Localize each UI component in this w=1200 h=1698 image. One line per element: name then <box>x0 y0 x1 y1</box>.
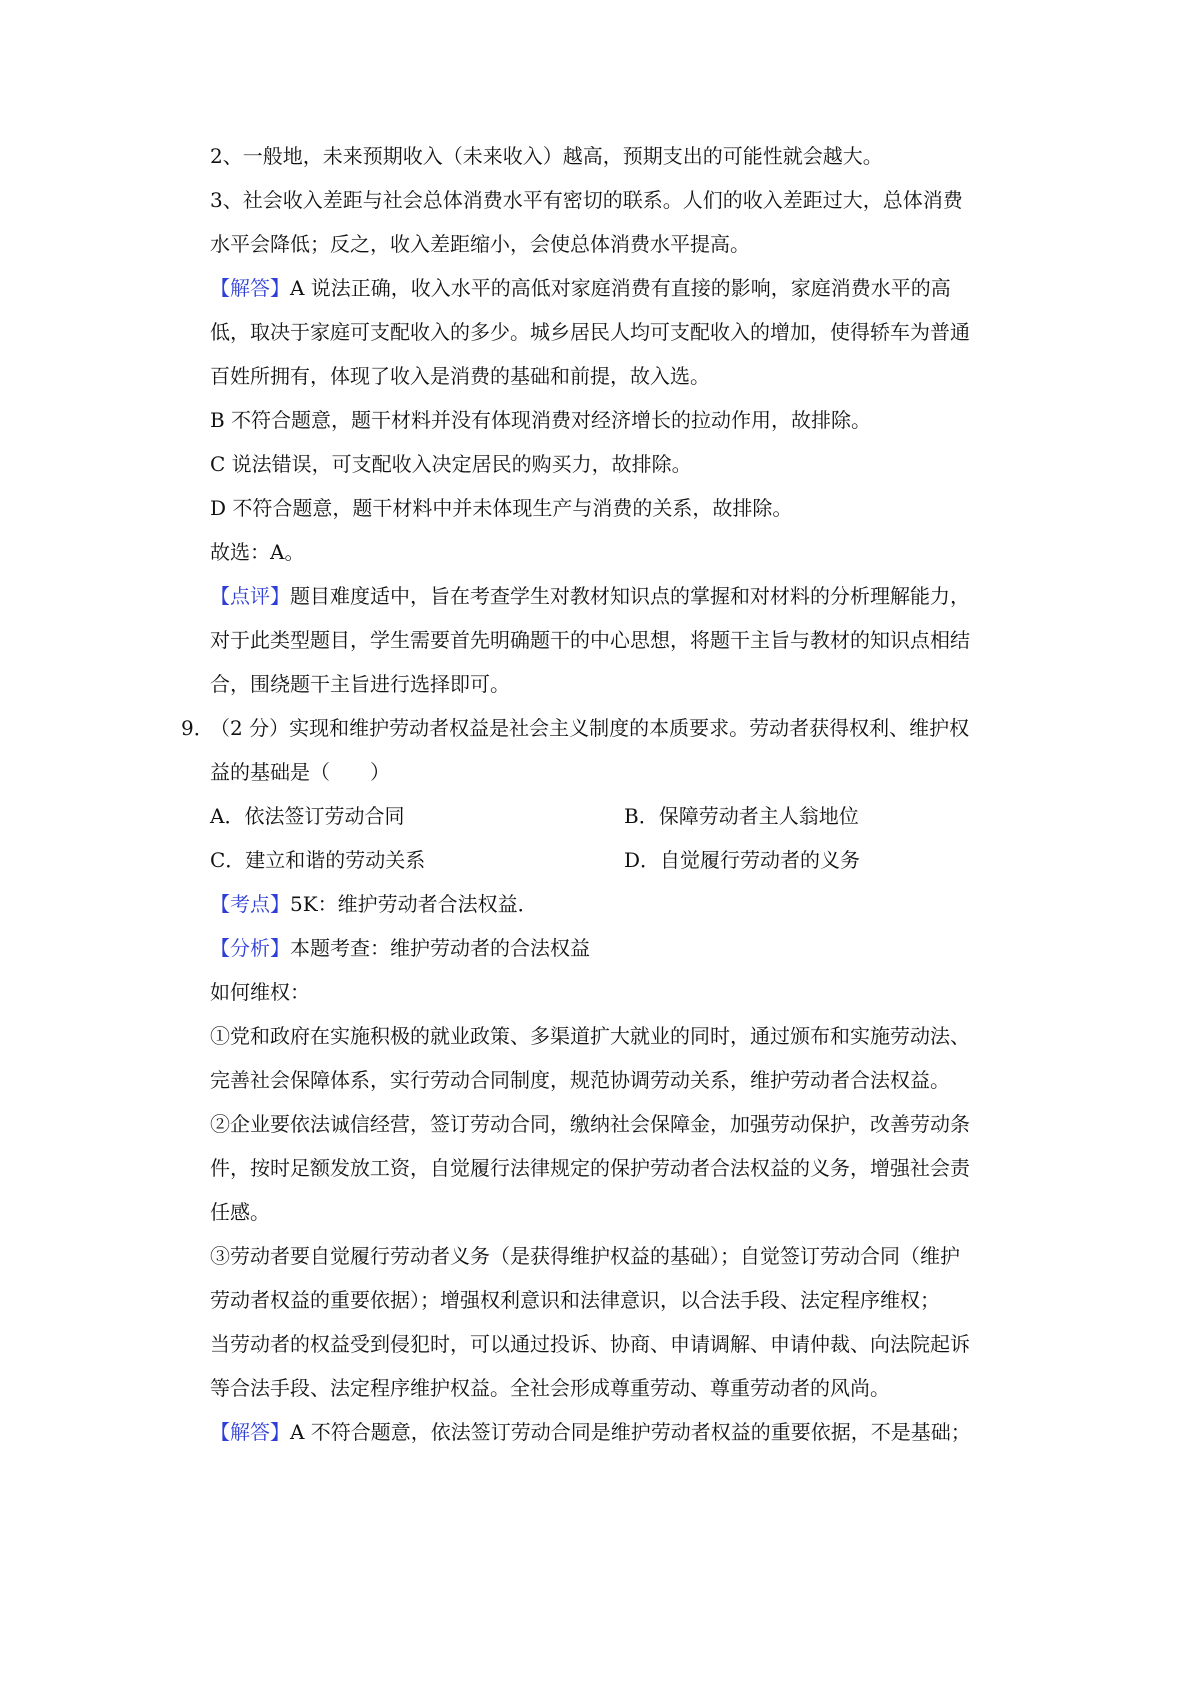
text-line: 劳动者权益的重要依据）；增强权利意识和法律意识，以合法手段、法定程序维权； <box>210 1288 940 1312</box>
kaodian-paragraph <box>210 892 538 916</box>
final-choice: 故选：A。 <box>210 540 305 564</box>
comment-text: 题目难度适中，旨在考查学生对教材知识点的掌握和对材料的分析理解能力， <box>290 584 970 608</box>
option-d: D．自觉履行劳动者的义务 <box>624 848 861 872</box>
text-line: 对于此类型题目，学生需要首先明确题干的中心思想，将题干主旨与教材的知识点相结 <box>210 628 970 652</box>
text-line: C 说法错误，可支配收入决定居民的购买力，故排除。 <box>210 452 692 476</box>
option-c: C．建立和谐的劳动关系 <box>210 848 426 872</box>
option-a: A．依法签订劳动合同 <box>210 804 405 828</box>
text-line: ②企业要依法诚信经营，签订劳动合同，缴纳社会保障金，加强劳动保护，改善劳动条 <box>210 1112 970 1136</box>
answer-text: A 不符合题意，依法签订劳动合同是维护劳动者权益的重要依据，不是基础； <box>290 1420 971 1444</box>
text-line: 百姓所拥有，体现了收入是消费的基础和前提，故入选。 <box>210 364 710 388</box>
comment-tag: 【点评】 <box>210 584 290 608</box>
text-line: 任感。 <box>210 1200 270 1224</box>
text-line: 如何维权： <box>210 980 310 1004</box>
text-line: 3、社会收入差距与社会总体消费水平有密切的联系。人们的收入差距过大，总体消费 <box>210 188 963 212</box>
text-line: ①党和政府在实施积极的就业政策、多渠道扩大就业的同时，通过颁布和实施劳动法、 <box>210 1024 970 1048</box>
kaodian-tag: 【考点】 <box>210 892 290 916</box>
text-line: 水平会降低；反之，收入差距缩小，会使总体消费水平提高。 <box>210 232 750 256</box>
text-line: D 不符合题意，题干材料中并未体现生产与消费的关系，故排除。 <box>210 496 793 520</box>
text-line: 完善社会保障体系，实行劳动合同制度，规范协调劳动关系，维护劳动者合法权益。 <box>210 1068 950 1092</box>
text-line: 合，围绕题干主旨进行选择即可。 <box>210 672 510 696</box>
option-b: B．保障劳动者主人翁地位 <box>624 804 859 828</box>
kaodian-text: 5K：维护劳动者合法权益． <box>290 892 538 916</box>
answer-tag: 【解答】 <box>210 1420 290 1444</box>
question-stem: （2 分）实现和维护劳动者权益是社会主义制度的本质要求。劳动者获得权利、维护权 <box>210 716 970 740</box>
comment-paragraph <box>210 584 970 608</box>
fenxi-paragraph <box>210 936 590 960</box>
text-line: 等合法手段、法定程序维护权益。全社会形成尊重劳动、尊重劳动者的风尚。 <box>210 1376 890 1400</box>
text-line: 件，按时足额发放工资，自觉履行法律规定的保护劳动者合法权益的义务，增强社会责 <box>210 1156 970 1180</box>
fenxi-tag: 【分析】 <box>210 936 290 960</box>
answer-text: A 说法正确，收入水平的高低对家庭消费有直接的影响，家庭消费水平的高 <box>290 276 951 300</box>
fenxi-text: 本题考查：维护劳动者的合法权益 <box>290 936 590 960</box>
question-stem: 益的基础是（ ） <box>210 760 390 784</box>
text-line: 2、一般地，未来预期收入（未来收入）越高，预期支出的可能性就会越大。 <box>210 144 883 168</box>
text-line: 当劳动者的权益受到侵犯时，可以通过投诉、协商、申请调解、申请仲裁、向法院起诉 <box>210 1332 970 1356</box>
answer-tag: 【解答】 <box>210 276 290 300</box>
text-line: 低，取决于家庭可支配收入的多少。城乡居民人均可支配收入的增加，使得轿车为普通 <box>210 320 970 344</box>
answer-paragraph <box>210 276 951 300</box>
answer-paragraph <box>210 1420 971 1444</box>
question-number: 9． <box>181 716 214 740</box>
text-line: B 不符合题意，题干材料并没有体现消费对经济增长的拉动作用，故排除。 <box>210 408 872 432</box>
text-line: ③劳动者要自觉履行劳动者义务（是获得维护权益的基础）；自觉签订劳动合同（维护 <box>210 1244 960 1268</box>
